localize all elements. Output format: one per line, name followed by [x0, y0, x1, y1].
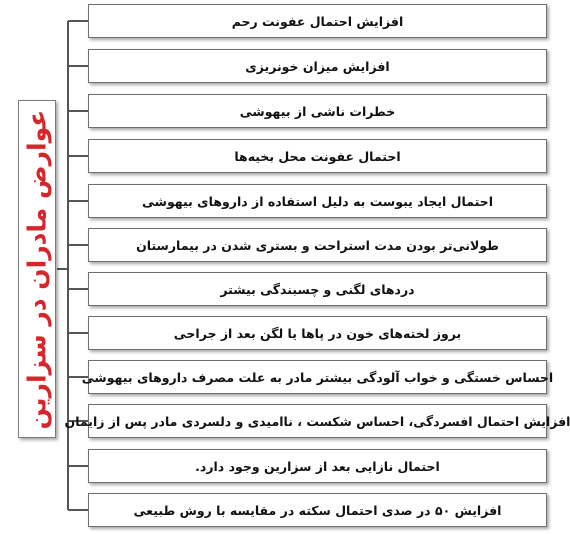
diagram-title-box	[18, 100, 56, 438]
complication-box	[88, 316, 547, 350]
complication-text: طولانی‌تر بودن مدت استراحت و بستری شدن در بیمارستان	[136, 237, 499, 253]
complication-box	[88, 272, 547, 306]
complication-box	[88, 493, 547, 527]
complication-text: افزایش احتمال عفونت رحم	[231, 13, 404, 29]
complication-box	[88, 139, 547, 173]
complication-text: افزایش احتمال افسردگی، احساس شکست ، ناامیدی و دلسردی مادر پس از زایمان	[64, 413, 570, 429]
complication-box	[88, 4, 547, 38]
complication-text: خطرات ناشی از بیهوشی	[239, 103, 396, 119]
complication-box	[88, 228, 547, 262]
complication-text: احتمال نازایی بعد از سزارین وجود دارد.	[195, 458, 440, 474]
complication-box	[81, 360, 554, 394]
complication-text: دردهای لگنی و چسبندگی بیشتر	[220, 281, 415, 297]
complication-box	[64, 404, 570, 438]
complication-box	[88, 94, 547, 128]
complication-box	[88, 49, 547, 83]
complication-text: احتمال عفونت محل بخیه‌ها	[234, 148, 401, 164]
complication-text: افزایش ۵۰ در صدی احتمال سکته در مقایسه با روش طبیعی	[133, 502, 502, 518]
complication-box	[88, 184, 547, 218]
complication-text: احتمال ایجاد یبوست به دلیل استفاده از داروهای بیهوشی	[142, 193, 493, 209]
complication-text: احساس خستگی و خواب آلودگی بیشتر مادر به علت مصرف داروهای بیهوشی	[81, 369, 554, 385]
complication-text: افزایش میزان خونریزی	[245, 58, 390, 74]
complication-box	[88, 449, 547, 483]
diagram-title: عوارض مادران در سزارین	[22, 109, 52, 429]
complication-text: بروز لخته‌های خون در پاها یا لگن بعد از جراحی	[173, 325, 462, 341]
